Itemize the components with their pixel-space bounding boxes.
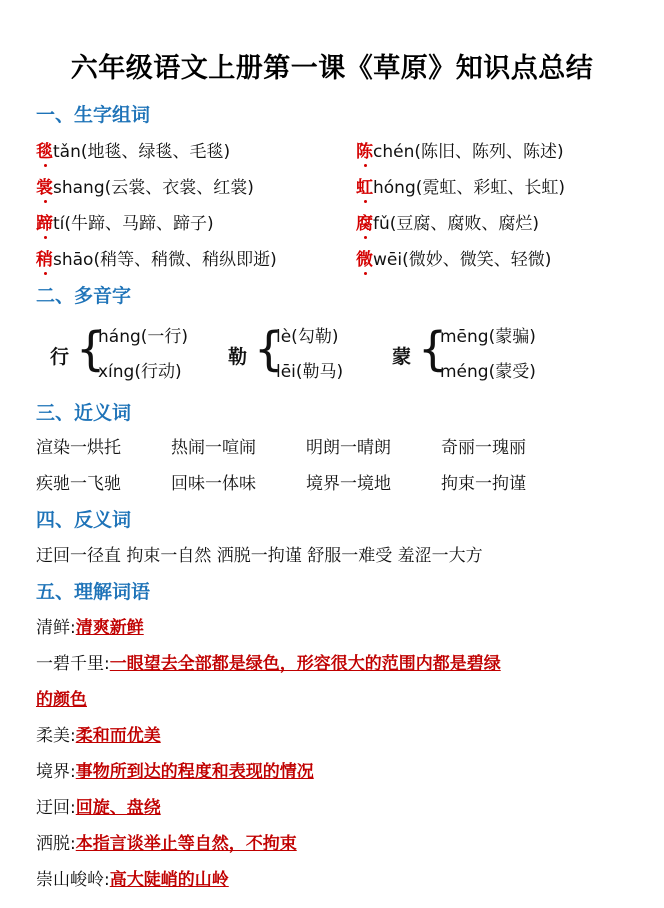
definition-meaning: 回旋、盘绕 <box>75 798 161 818</box>
definition-item <box>36 829 297 854</box>
definition-term: 一碧千里: <box>36 654 110 674</box>
definition-item <box>36 649 501 674</box>
section-heading-antonyms: 四、反义词 <box>36 509 132 531</box>
synonym-item: 明朗一晴朗 <box>306 438 391 458</box>
vocab-item <box>356 173 565 198</box>
vocab-words: (地毯、绿毯、毛毯) <box>80 142 231 162</box>
vocab-char: 微 <box>356 250 373 270</box>
page-title: 六年级语文上册第一课《草原》知识点总结 <box>70 53 594 84</box>
vocab-words: (霓虹、彩虹、长虹) <box>415 178 566 198</box>
vocab-item <box>36 245 277 270</box>
definition-term: 柔美: <box>36 726 76 746</box>
vocab-item <box>356 245 551 270</box>
vocab-pinyin: shāo <box>53 250 94 270</box>
vocab-char: 毯 <box>36 142 53 162</box>
vocab-char: 裳 <box>36 178 53 198</box>
polyphone-reading: mēng(蒙骗) <box>440 327 536 347</box>
antonym-line: 迂回一径直 拘束一自然 洒脱一拘谨 舒服一难受 羞涩一大方 <box>36 546 483 566</box>
synonym-item: 疾驰一飞驰 <box>36 474 121 494</box>
vocab-pinyin: tǎn <box>53 142 81 162</box>
vocab-item <box>356 209 539 234</box>
synonym-item: 境界一境地 <box>306 474 391 494</box>
polyphone-reading: xíng(行动) <box>98 362 182 382</box>
vocab-pinyin: shang <box>53 178 105 198</box>
vocab-item <box>356 137 564 162</box>
definition-item <box>36 613 144 638</box>
definition-item <box>36 793 161 818</box>
vocab-words: (陈旧、陈列、陈述) <box>414 142 564 162</box>
section-heading-polyphones: 二、多音字 <box>36 285 132 307</box>
synonym-item: 奇丽一瑰丽 <box>441 438 526 458</box>
definition-item <box>36 721 161 746</box>
brace-icon: { <box>254 322 284 376</box>
vocab-item <box>36 137 230 162</box>
brace-icon: { <box>76 322 106 376</box>
vocab-char: 陈 <box>356 142 373 162</box>
polyphone-char: 勒 <box>228 346 248 368</box>
definition-meaning: 柔和而优美 <box>75 726 161 746</box>
synonym-item: 拘束一拘谨 <box>441 474 526 494</box>
definition-term: 清鲜: <box>36 618 76 638</box>
vocab-char: 腐 <box>356 214 373 234</box>
synonym-item: 热闹一喧闹 <box>171 438 256 458</box>
vocab-words: (云裳、衣裳、红裳) <box>104 178 254 198</box>
definition-term: 崇山峻岭: <box>36 870 110 890</box>
definition-meaning: 高大陡峭的山岭 <box>109 870 229 890</box>
vocab-pinyin: wēi <box>373 250 403 270</box>
polyphone-reading: lè(勾勒) <box>276 327 339 347</box>
definition-meaning: 的颜色 <box>36 690 87 710</box>
definition-term: 洒脱: <box>36 834 76 854</box>
vocab-item <box>36 173 254 198</box>
polyphone-reading: lēi(勒马) <box>276 362 344 382</box>
vocab-words: (豆腐、腐败、腐烂) <box>389 214 540 234</box>
section-heading-definitions: 五、理解词语 <box>36 581 151 603</box>
definition-meaning: 一眼望去全部都是绿色，形容很大的范围内都是碧绿 <box>109 654 501 674</box>
vocab-char: 蹄 <box>36 214 53 234</box>
synonym-item: 渲染一烘托 <box>36 438 121 458</box>
vocab-pinyin: fǔ <box>373 214 390 234</box>
vocab-words: (牛蹄、马蹄、蹄子) <box>64 214 214 234</box>
brace-icon: { <box>418 322 448 376</box>
definition-term: 境界: <box>36 762 76 782</box>
section-heading-synonyms: 三、近义词 <box>36 402 132 424</box>
polyphone-reading: méng(蒙受) <box>440 362 536 382</box>
polyphone-char: 蒙 <box>392 346 412 368</box>
synonym-item: 回味一体味 <box>171 474 256 494</box>
definition-item <box>36 865 229 890</box>
vocab-pinyin: hóng <box>373 178 416 198</box>
definition-term: 迂回: <box>36 798 76 818</box>
vocab-pinyin: tí <box>53 214 65 234</box>
vocab-words: (稍等、稍微、稍纵即逝) <box>93 250 277 270</box>
polyphone-reading: háng(一行) <box>98 327 189 347</box>
vocab-words: (微妙、微笑、轻微) <box>402 250 552 270</box>
definition-item <box>36 757 314 782</box>
vocab-char: 稍 <box>36 250 53 270</box>
definition-meaning: 清爽新鲜 <box>75 618 144 638</box>
definition-item-continued <box>36 685 87 710</box>
definition-meaning: 本指言谈举止等自然，不拘束 <box>75 834 297 854</box>
polyphone-char: 行 <box>50 346 70 368</box>
vocab-char: 虹 <box>356 178 373 198</box>
vocab-pinyin: chén <box>373 142 415 162</box>
section-heading-vocab: 一、生字组词 <box>36 104 151 126</box>
definition-meaning: 事物所到达的程度和表现的情况 <box>75 762 314 782</box>
vocab-item <box>36 209 214 234</box>
